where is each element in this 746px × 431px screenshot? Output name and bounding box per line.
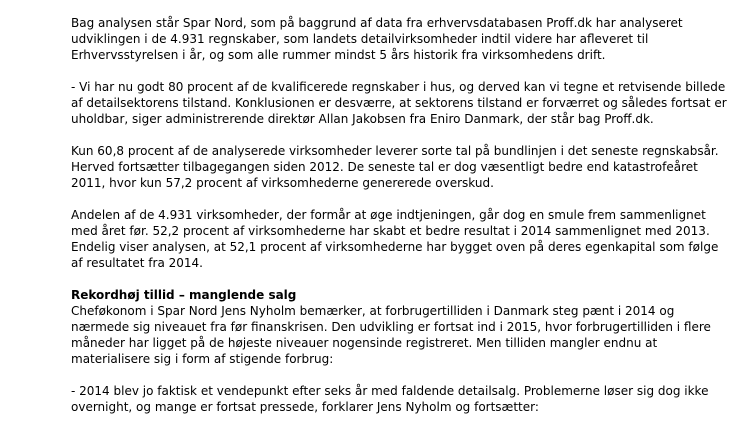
section-heading: Rekordhøj tillid – manglende salg <box>71 288 297 302</box>
document-body <box>71 15 731 431</box>
paragraph-earnings-growth: Andelen af de 4.931 virksomheder, der formår at øge indtjeningen, går dog en smule frem sammenlignet med året før. 52,2 procent af virksomhederne har skabt et bedre resultat i 2014 sammenlignet med 2013. Endelig viser analysen, at 52,1 procent af virksomhederne har bygget oven på deres egenkapital som følge af resultatet fra 2014. <box>71 208 719 270</box>
paragraph-quote-jens-nyholm: - 2014 blev jo faktisk et vendepunkt efter seks år med faldende detailsalg. Problemerne løser sig dog ikke overnight, og mange er fortsat pressede, forklarer Jens Nyholm og fortsætter: <box>71 384 709 414</box>
paragraph-profit-share: Kun 60,8 procent af de analyserede virksomheder leverer sorte tal på bundlinjen i det seneste regnskabsår. Herved fortsætter tilbagegangen siden 2012. De seneste tal er dog væsentligt bedre end katastrofeåret 2011, hvor kun 57,2 procent af virksomhederne genererede overskud. <box>71 144 719 190</box>
paragraph-quote-allan-jakobsen: - Vi har nu godt 80 procent af de kvalificerede regnskaber i hus, og derved kan vi tegne et retvisende billede af detailsektorens tilstand. Konklusionen er desværre, at sektorens tilstand er forværret og således fortsat er uholdbar, siger administrerende direktør Allan Jakobsen fra Eniro Danmark, der står bag Proff.dk. <box>71 80 727 126</box>
paragraph-consumer-confidence: Cheføkonom i Spar Nord Jens Nyholm bemærker, at forbrugertilliden i Danmark steg pænt i 2014 og nærmede sig niveauet fra før finanskrisen. Den udvikling er fortsat ind i 2015, hvor forbrugertilliden i flere måneder har ligget på de højeste niveauer nogensinde registreret. Men tilliden mangler endnu at materialisere sig i form af stigende forbrug: <box>71 304 711 366</box>
paragraph-analysis-source: Bag analysen står Spar Nord, som på baggrund af data fra erhvervsdatabasen Proff.dk har analyseret udviklingen i de 4.931 regnskaber, som landets detailvirksomheder indtil videre har afleveret til Erhvervsstyrelsen i år, og som alle rummer mindst 5 års historik fra virksomhedens drift. <box>71 16 683 62</box>
